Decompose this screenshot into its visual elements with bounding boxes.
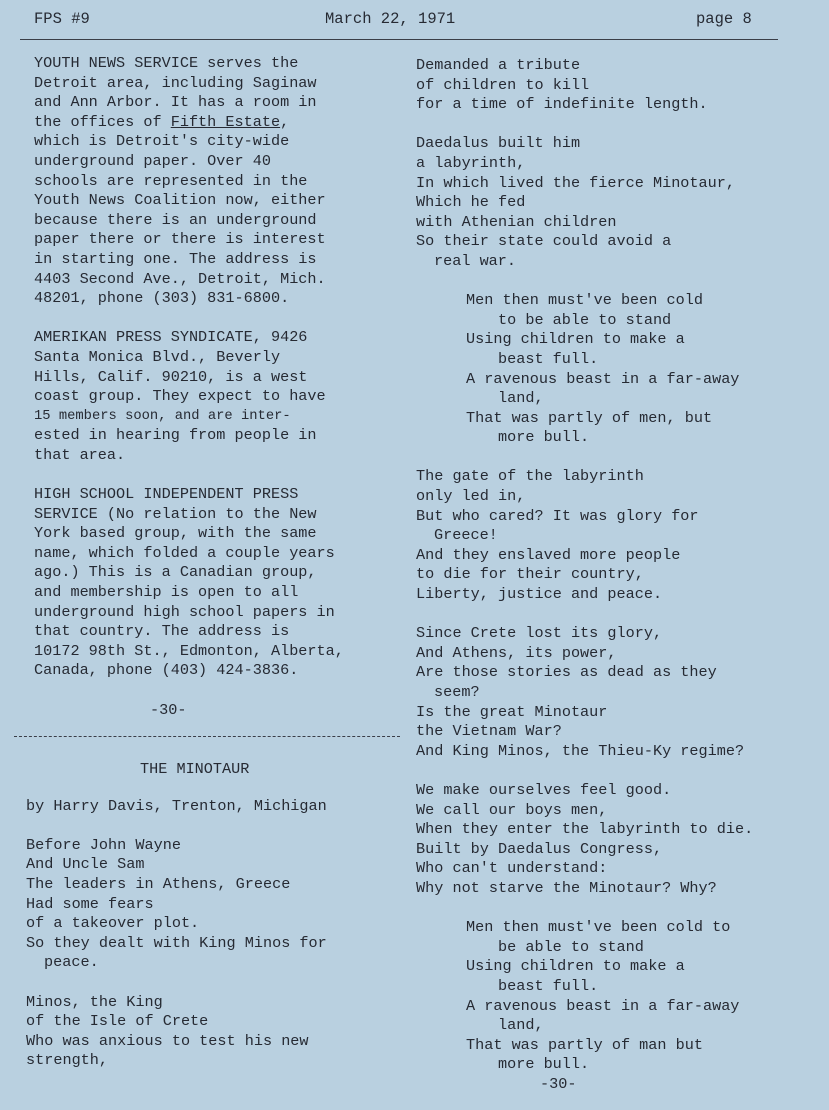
poem-line: Since Crete lost its glory, [416,624,663,643]
page-header [0,10,829,32]
refrain-line: to be able to stand [498,310,672,329]
poem-line: Minos, the King [26,992,163,1011]
amerikan-line: that area. [34,445,126,464]
refrain-line: Men then must've been cold to [466,918,731,937]
poem-line: for a time of indefinite length. [416,95,708,114]
youth-line: paper there or there is interest [34,230,326,249]
refrain-line: A ravenous beast in a far-away [466,996,740,1015]
amerikan-line: 15 members soon, and are inter- [34,408,291,424]
poem-line: seem? [434,683,480,701]
poem-line: of children to kill [416,75,590,94]
amerikan-line: ested in hearing from people in [34,426,317,445]
poem-line: Who can't understand: [416,859,608,878]
poem-line: peace. [44,953,99,972]
hsip-line: that country. The address is [34,622,290,641]
issue-number: FPS #9 [34,10,90,28]
poem-title: THE MINOTAUR [140,760,250,778]
hsip-line: and membership is open to all [34,583,299,602]
youth-line: YOUTH NEWS SERVICE serves the [34,54,299,72]
poem-line: to die for their country, [416,565,644,584]
poem-line: And Athens, its power, [416,643,617,662]
refrain-line: beast full. [498,976,599,995]
poem-line: of the Isle of Crete [26,1012,209,1031]
poem-line: Greece! [434,526,498,545]
poem-line: strength, [26,1051,109,1070]
refrain-line: Using children to make a [466,330,685,349]
poem-line: Built by Daedalus Congress, [416,839,663,858]
amerikan-line: AMERIKAN PRESS SYNDICATE, 9426 [34,328,308,347]
poem-line: Which he fed [416,193,526,212]
hsip-line: 10172 98th St., Edmonton, Alberta, [34,641,344,660]
poem-line: And they enslaved more people [416,545,681,564]
poem-line: So their state could avoid a [416,232,672,251]
refrain-line: Using children to make a [466,957,685,976]
youth-line: in starting one. The address is [34,249,317,268]
hsip-line: York based group, with the same [34,524,317,543]
poem-line: When they enter the labyrinth to die. [416,820,754,839]
poem-line: Before John Wayne [26,835,181,854]
refrain-line: land, [498,389,544,408]
poem-line: Is the great Minotaur [416,702,608,721]
youth-line: 48201, phone (303) 831-6800. [34,289,290,308]
section-divider [14,736,400,737]
hsip-line: SERVICE (No relation to the New [34,504,317,523]
youth-line: schools are represented in the [34,171,308,190]
youth-line: because there is an underground [34,210,317,229]
poem-line: only led in, [416,487,526,506]
amerikan-line: Santa Monica Blvd., Beverly [34,347,281,366]
fifth-estate-title: Fifth Estate [170,112,281,131]
refrain-line: That was partly of men, but [466,408,713,427]
poem-line: a labyrinth, [416,153,526,172]
poem-line: But who cared? It was glory for [416,506,699,525]
refrain-line: Men then must've been cold [466,291,703,310]
end-mark: -30- [540,1074,577,1093]
youth-line: which is Detroit's city-wide [34,132,290,151]
poem-line: Had some fears [26,894,154,913]
poem-line: So they dealt with King Minos for [26,933,327,952]
refrain-line: beast full. [498,349,599,368]
youth-line: Youth News Coalition now, either [34,191,326,210]
poem-line: And Uncle Sam [26,855,145,874]
poem-line: Are those stories as dead as they [416,663,717,682]
page-number: page 8 [696,10,752,28]
poem-line: Liberty, justice and peace. [416,585,663,604]
refrain-line: land, [498,1016,544,1035]
refrain-line: A ravenous beast in a far-away [466,369,740,388]
poem-line: We make ourselves feel good. [416,780,672,799]
poem-right [416,56,753,1094]
poem-line: the Vietnam War? [416,722,562,741]
hsip-line: underground high school papers in [34,602,335,621]
left-column [34,54,344,720]
hsip-line: ago.) This is a Canadian group, [34,563,317,582]
hsip-line: HIGH SCHOOL INDEPENDENT PRESS [34,485,299,504]
poem-left [26,760,327,1071]
youth-line: 4403 Second Ave., Detroit, Mich. [34,269,326,288]
poem-line: We call our boys men, [416,800,608,819]
refrain-line: more bull. [498,428,590,447]
issue-date: March 22, 1971 [325,10,456,28]
youth-line: underground paper. Over 40 [34,151,271,170]
poem-line: Daedalus built him [416,134,581,153]
refrain-line: more bull. [498,1055,590,1074]
header-rule [20,39,778,40]
youth-line: Detroit area, including Saginaw [34,73,317,92]
youth-line: the offices of Fifth Estate, [34,112,290,131]
poem-line: Who was anxious to test his new [26,1031,309,1050]
refrain-line: be able to stand [498,937,644,956]
hsip-line: name, which folded a couple years [34,543,335,562]
poem-line: And King Minos, the Thieu-Ky regime? [416,741,745,760]
poem-line: of a takeover plot. [26,914,200,933]
poem-line: Why not starve the Minotaur? Why? [416,878,717,897]
poem-line: In which lived the fierce Minotaur, [416,173,735,192]
refrain-line: That was partly of man but [466,1035,703,1054]
poem-line: Demanded a tribute [416,56,581,74]
poem-line: The gate of the labyrinth [416,467,644,486]
youth-line: and Ann Arbor. It has a room in [34,93,317,112]
poem-line: The leaders in Athens, Greece [26,874,291,893]
poem-line: real war. [434,251,517,270]
poem-line: with Athenian children [416,212,617,231]
hsip-line: Canada, phone (403) 424-3836. [34,661,299,680]
end-mark: -30- [150,700,187,719]
poem-byline: by Harry Davis, Trenton, Michigan [26,796,327,815]
amerikan-line: Hills, Calif. 90210, is a west [34,367,308,386]
amerikan-line: coast group. They expect to have [34,387,326,406]
